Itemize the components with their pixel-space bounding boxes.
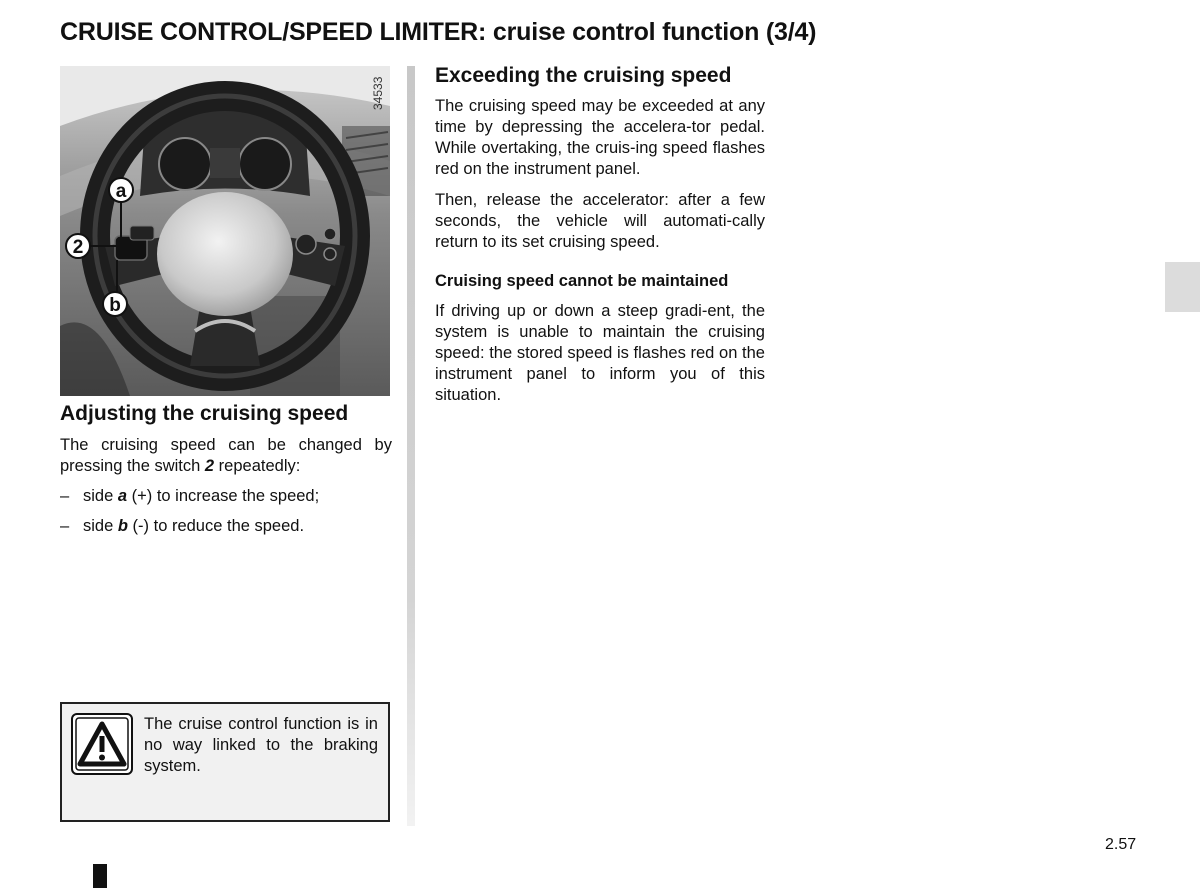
list-text-before: side xyxy=(83,487,118,505)
exceeding-para-2: Then, release the accelerator: after a few seconds, the vehicle will automati-cally return to its set cruising speed. xyxy=(435,191,765,251)
intro-text-before: The cruising speed can be changed by pressing the switch xyxy=(60,436,392,475)
warning-box xyxy=(60,702,390,822)
warning-triangle-icon xyxy=(71,713,133,775)
callout-b-label: b xyxy=(109,295,121,316)
figure-code: 34533 xyxy=(371,76,385,110)
list-dash: – xyxy=(60,517,70,535)
cannot-maintain-para: If driving up or down a steep gradi-ent, the system is unable to maintain the cruising speed: the stored speed is flashes red on the instrument panel to inform you of this situation. xyxy=(435,302,765,404)
list-item xyxy=(60,516,392,537)
callout-a-label: a xyxy=(115,181,127,202)
page-title: CRUISE CONTROL/SPEED LIMITER: cruise control function (3/4) xyxy=(60,18,817,46)
switch-ref: 2 xyxy=(204,457,215,475)
page-number: 2.57 xyxy=(1105,836,1137,853)
side-ref: b xyxy=(117,517,128,535)
steering-wheel-illustration xyxy=(60,66,390,396)
callout-b xyxy=(103,292,127,316)
callout-a xyxy=(109,178,133,202)
subheading-cannot-maintain: Cruising speed cannot be maintained xyxy=(435,272,729,290)
callout-2 xyxy=(66,234,90,258)
callout-2-label: 2 xyxy=(72,237,84,258)
list-dash: – xyxy=(60,487,70,505)
adjusting-list xyxy=(60,486,392,537)
adjusting-intro xyxy=(60,435,392,477)
list-text-after: (+) to increase the speed; xyxy=(127,487,320,505)
exceeding-para-1: The cruising speed may be exceeded at any time by depressing the accelera-tor pedal. While overtaking, the cruis-ing speed flashes red on the instrument panel. xyxy=(435,97,765,178)
list-item xyxy=(60,486,392,507)
section-tab xyxy=(1165,262,1200,312)
column-divider xyxy=(407,66,415,826)
right-column xyxy=(435,62,765,406)
section-heading-adjusting: Adjusting the cruising speed xyxy=(60,402,349,425)
warning-text: The cruise control function is in no way linked to the braking system. xyxy=(144,715,378,775)
section-heading-exceeding: Exceeding the cruising speed xyxy=(435,64,732,87)
margin-bar xyxy=(93,864,107,888)
list-text-before: side xyxy=(83,517,118,535)
list-text-after: (-) to reduce the speed. xyxy=(127,517,305,535)
left-column xyxy=(60,400,392,537)
intro-text-after: repeatedly: xyxy=(214,457,301,475)
side-ref: a xyxy=(117,487,128,505)
